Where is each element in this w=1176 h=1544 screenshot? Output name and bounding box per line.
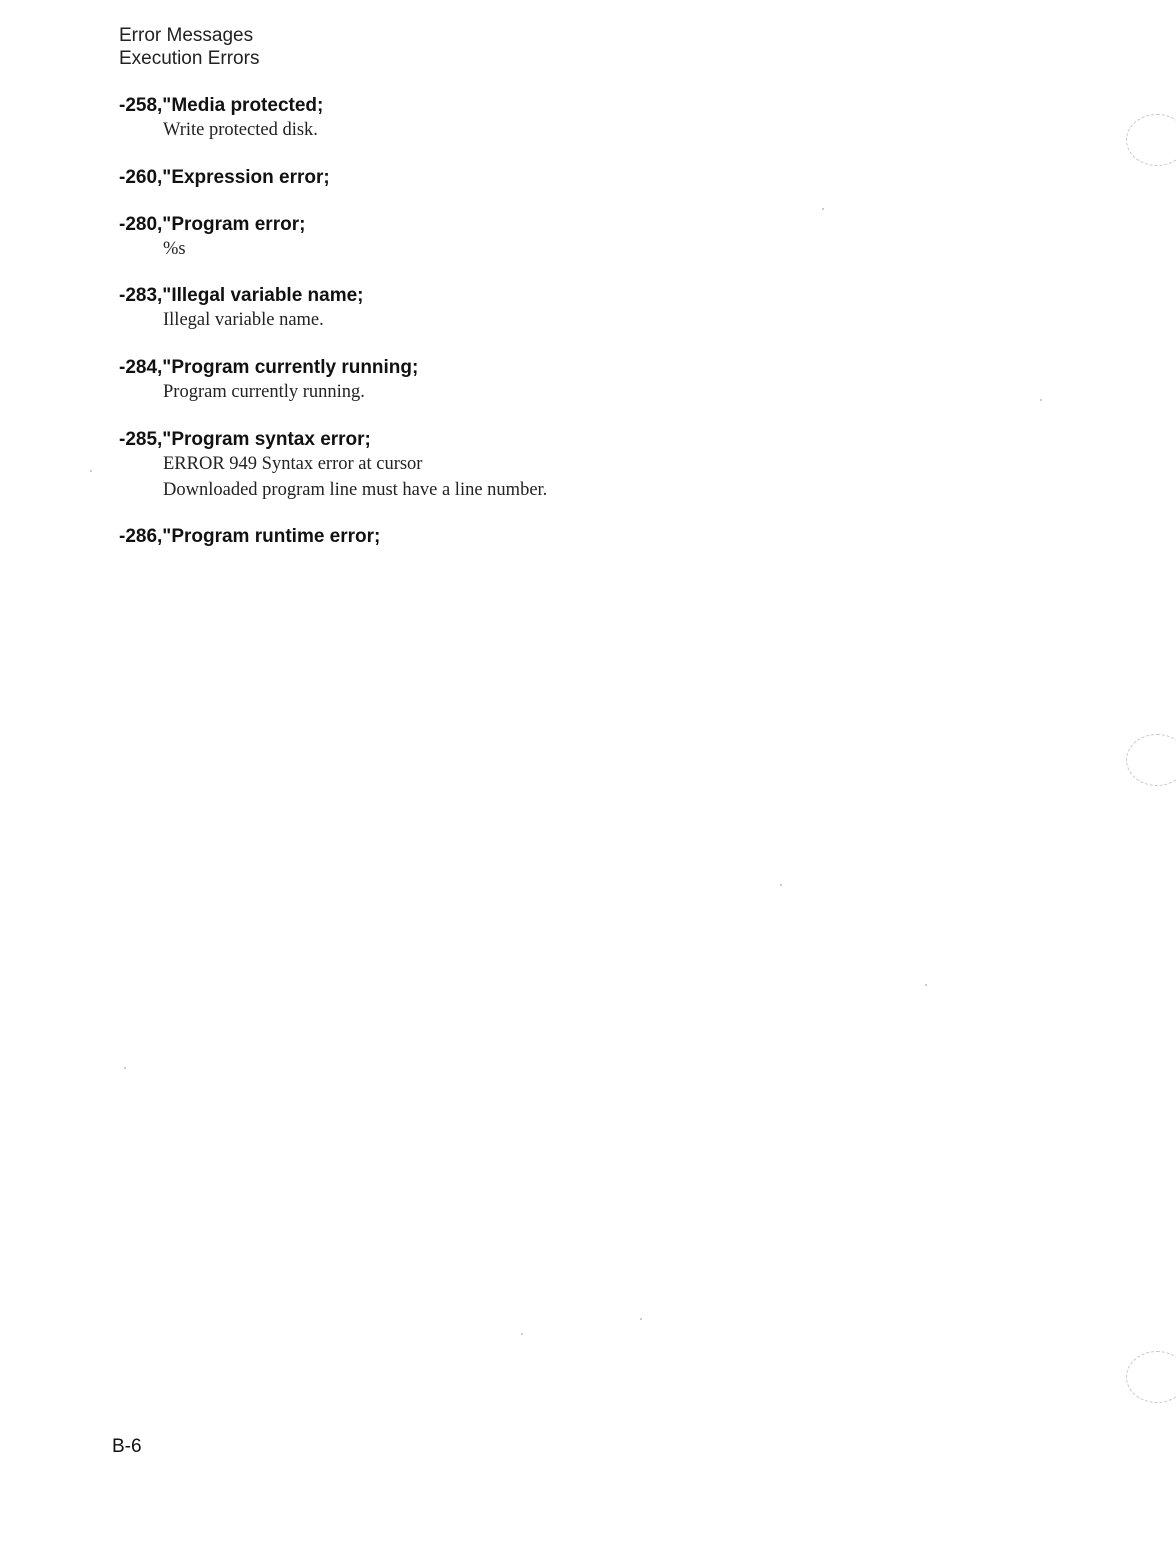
- running-header: [119, 24, 259, 70]
- error-description: Write protected disk.: [163, 120, 318, 140]
- scan-speck: [521, 1333, 523, 1335]
- error-description: ERROR 949 Syntax error at cursor: [163, 454, 423, 474]
- error-entry-285: [119, 429, 1019, 503]
- error-description: Program currently running.: [163, 382, 365, 402]
- error-description: Illegal variable name.: [163, 310, 324, 330]
- binder-hole: [1126, 1351, 1176, 1403]
- error-entry-260: [119, 167, 1019, 189]
- error-description: %s: [163, 239, 186, 259]
- header-section-title: Error Messages: [119, 25, 254, 46]
- scan-speck: [1040, 399, 1042, 401]
- page-number: B-6: [112, 1436, 142, 1457]
- error-entry-284: [119, 357, 1019, 405]
- scan-speck: [822, 208, 824, 210]
- error-code-heading: -280,"Program error;: [119, 214, 306, 235]
- binder-hole: [1126, 114, 1176, 166]
- error-entry-280: [119, 214, 1019, 262]
- error-code-heading: -283,"Illegal variable name;: [119, 285, 364, 306]
- error-entry-258: [119, 95, 1019, 143]
- scan-speck: [90, 470, 92, 472]
- scan-speck: [124, 1067, 126, 1069]
- scan-speck: [640, 1318, 642, 1320]
- scan-speck: [780, 884, 782, 886]
- error-code-heading: -260,"Expression error;: [119, 167, 330, 188]
- error-description: Downloaded program line must have a line number.: [163, 480, 548, 500]
- error-entry-283: [119, 285, 1019, 333]
- error-code-heading: -258,"Media protected;: [119, 95, 324, 116]
- error-code-heading: -285,"Program syntax error;: [119, 429, 371, 450]
- error-entry-286: [119, 526, 1019, 548]
- header-subsection-title: Execution Errors: [119, 48, 260, 69]
- error-message-list: [119, 95, 1019, 548]
- error-code-heading: -284,"Program currently running;: [119, 357, 419, 378]
- error-code-heading: -286,"Program runtime error;: [119, 526, 381, 547]
- scan-speck: [925, 984, 927, 986]
- binder-hole: [1126, 734, 1176, 786]
